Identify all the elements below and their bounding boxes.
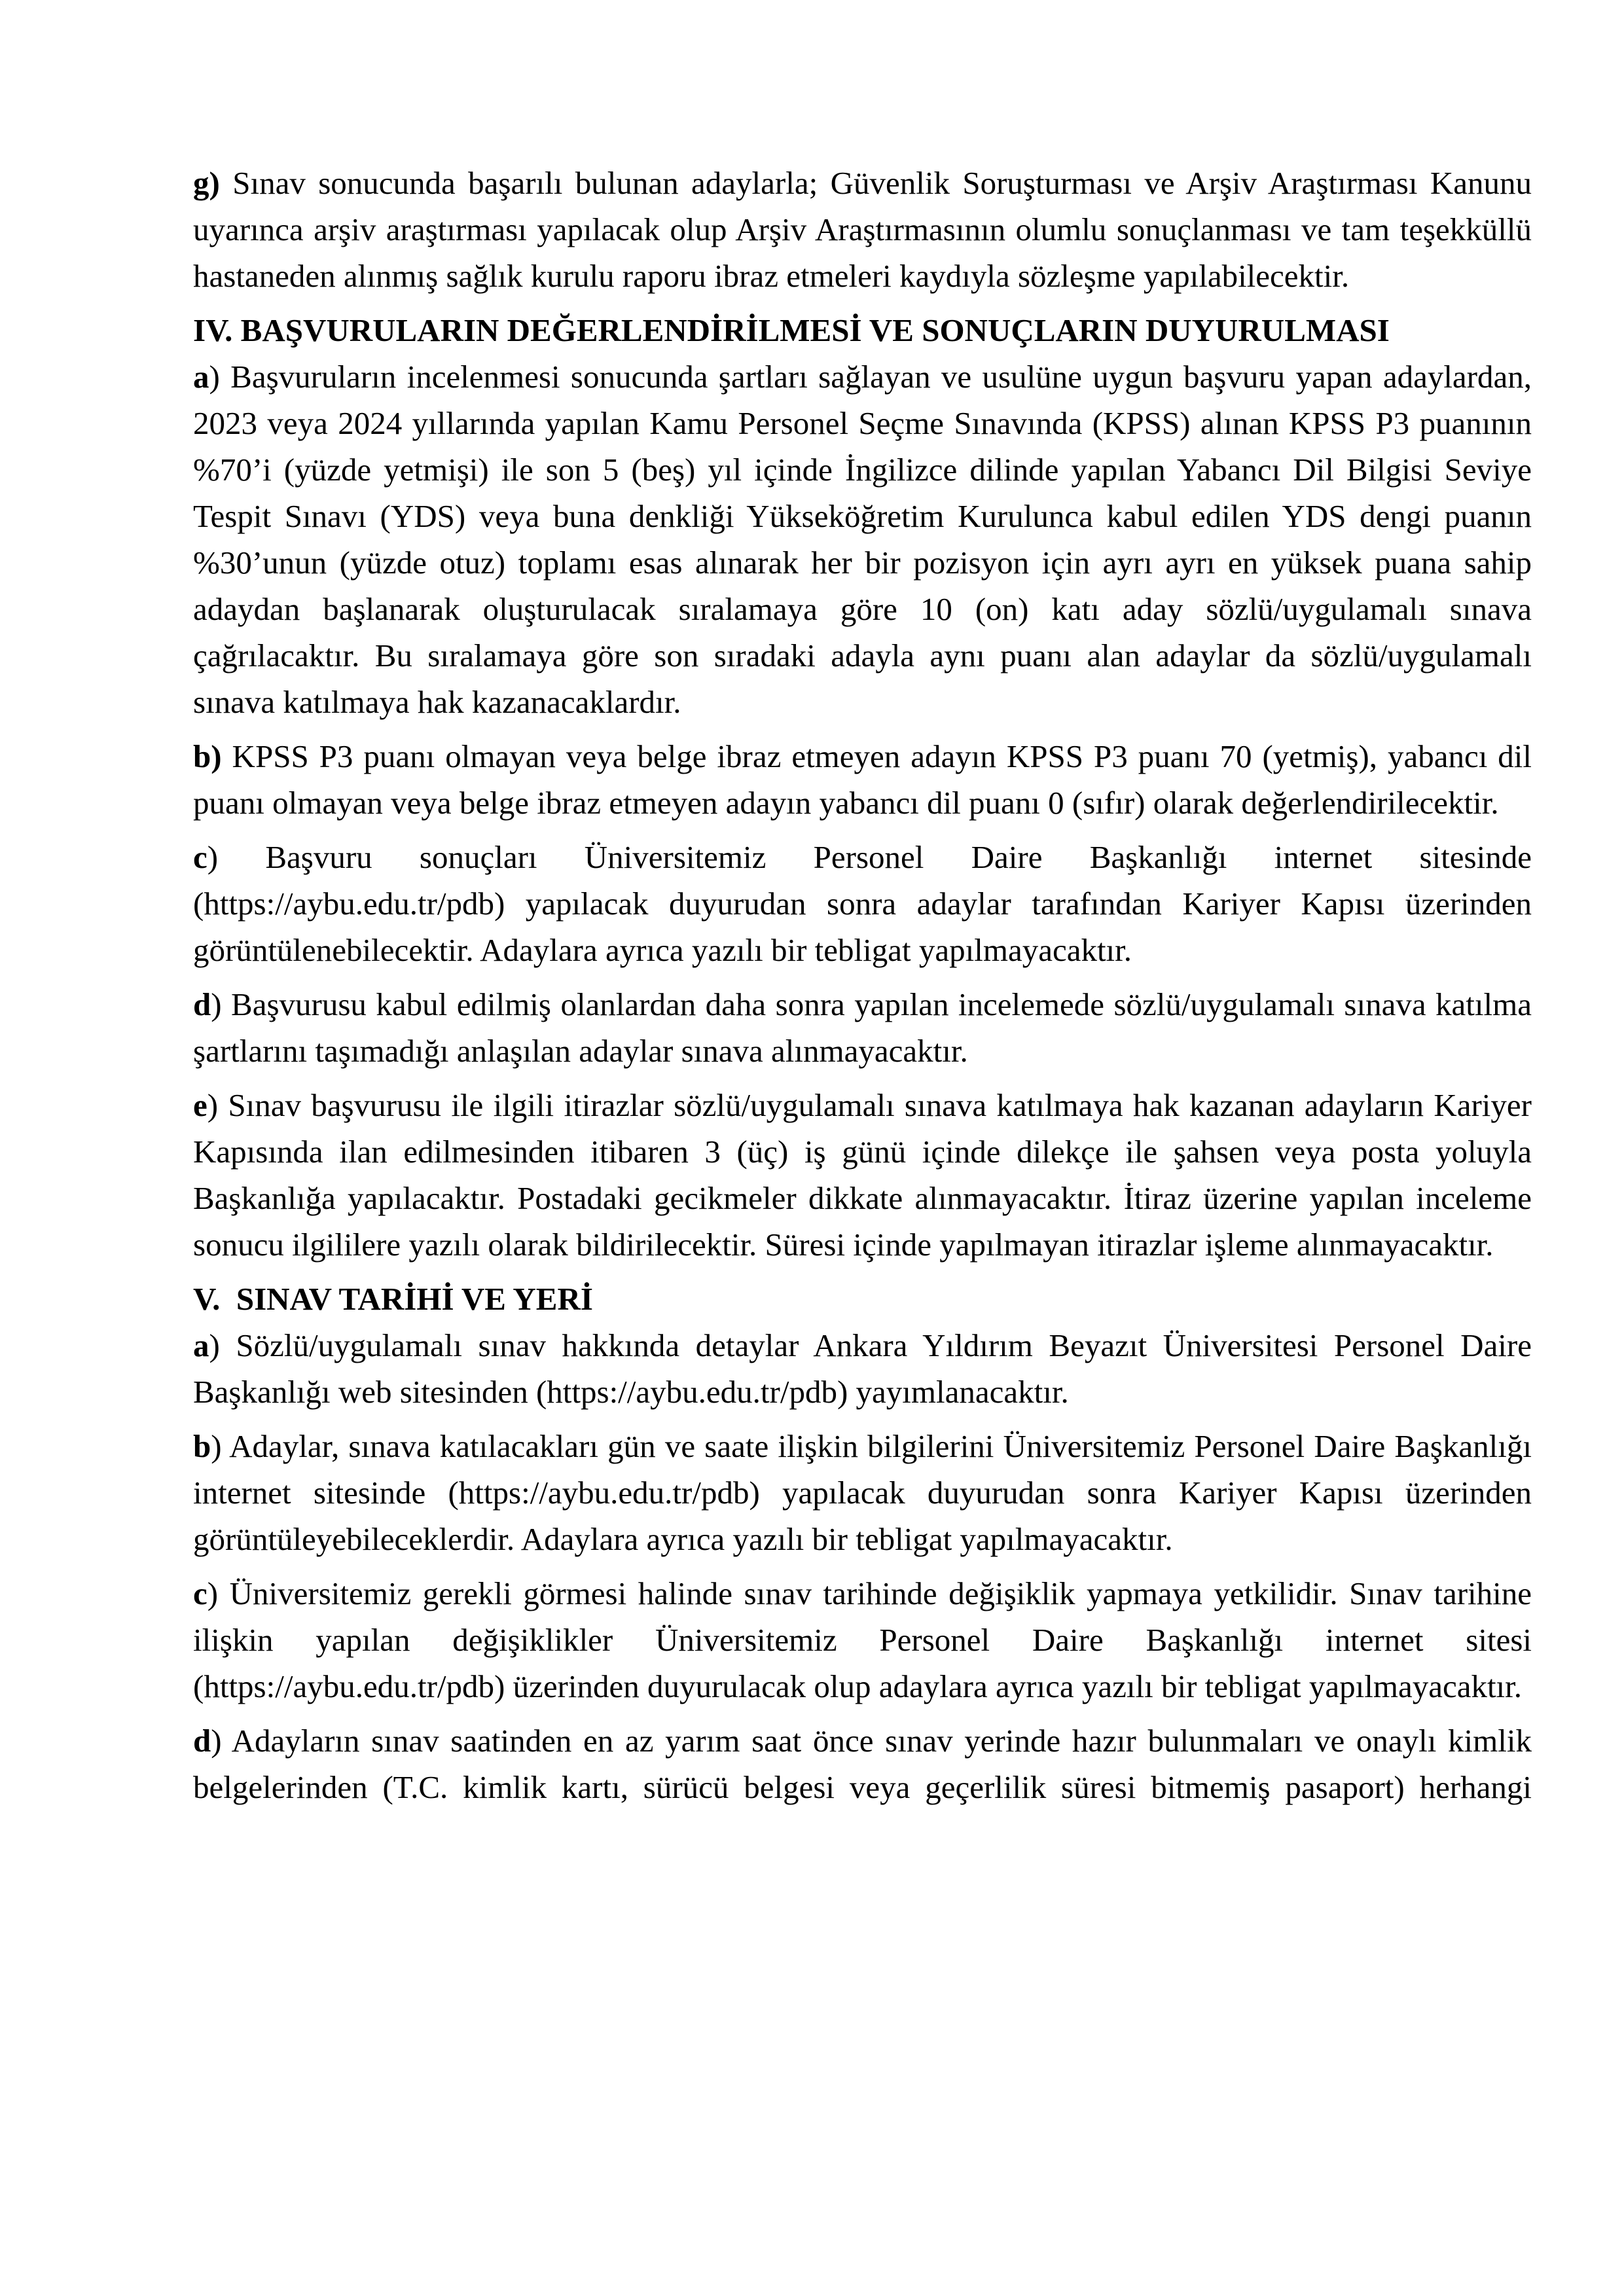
item-label: d bbox=[193, 1723, 211, 1759]
paragraph-text: Başvuru sonuçları Üniversitemiz Personel Daire Başkanlığı internet sitesinde (https://aybu.edu.tr/pdb) yapılacak duyurudan sonra adaylar tarafından Kariyer Kapısı üzerinden görüntülenebilecektir. Adaylara ayrıca yazılı bir tebligat yapılmayacaktır. bbox=[193, 839, 1532, 968]
section-heading-iv: IV. BAŞVURULARIN DEĞERLENDİRİLMESİ VE SONUÇLARIN DUYURULMASI bbox=[193, 312, 1390, 348]
document-page bbox=[193, 160, 1532, 1818]
item-label: c bbox=[193, 839, 208, 875]
paragraph-text: Başvuruların incelenmesi sonucunda şartları sağlayan ve usulüne uygun başvuru yapan adaylardan, 2023 veya 2024 yıllarında yapılan Kamu Personel Seçme Sınavında (KPSS) alınan KPSS P3 puanının %70’i (yüzde yetmişi) ile son 5 (beş) yıl içinde İngilizce dilinde yapılan Yabancı Dil Bilgisi Seviye Tespit Sınavı (YDS) veya buna denkliği Yükseköğretim Kurulunca kabul edilen YDS dengi puanın %30’unun (yüzde otuz) toplamı esas alınarak her bir pozisyon için ayrı ayrı en yüksek puana sahip adaydan başlanarak oluşturulacak sıralamaya göre 10 (on) katı aday sözlü/uygulamalı sınava çağrılacaktır. Bu sıralamaya göre son sıradaki adayla aynı puanı alan adaylar da sözlü/uygulamalı sınava katılmaya hak kazanacaklardır. bbox=[193, 359, 1532, 720]
paragraph-text: Başvurusu kabul edilmiş olanlardan daha sonra yapılan incelemede sözlü/uygulamalı sınava katılma şartlarını taşımadığı anlaşılan adaylar sınava alınmayacaktır. bbox=[193, 986, 1532, 1069]
section-iv-item-b bbox=[193, 733, 1532, 826]
section-iv-item-c bbox=[193, 834, 1532, 973]
item-label: b bbox=[193, 1428, 211, 1464]
item-label-paren: ) bbox=[211, 738, 222, 774]
item-label: d bbox=[193, 986, 211, 1022]
paragraph-g bbox=[193, 160, 1532, 299]
item-label-paren: ) bbox=[211, 986, 222, 1022]
paragraph-text: Üniversitemiz gerekli görmesi halinde sınav tarihinde değişiklik yapmaya yetkilidir. Sınav tarihine ilişkin yapılan değişiklikler Üniversitemiz Personel Daire Başkanlığı internet sitesi (https://aybu.edu.tr/pdb) üzerinden duyurulacak olup adaylara ayrıca yazılı bir tebligat yapılmayacaktır. bbox=[193, 1575, 1532, 1704]
paragraph-text: Sözlü/uygulamalı sınav hakkında detaylar Ankara Yıldırım Beyazıt Üniversitesi Personel Daire Başkanlığı web sitesinden (https://aybu.edu.tr/pdb) yayımlanacaktır. bbox=[193, 1327, 1532, 1410]
item-label: b bbox=[193, 738, 211, 774]
section-v-item-d bbox=[193, 1717, 1532, 1810]
item-label-paren: ) bbox=[211, 1428, 222, 1464]
item-label: a bbox=[193, 359, 209, 395]
item-label-paren: ) bbox=[207, 1575, 219, 1611]
paragraph-text: Sınav başvurusu ile ilgili itirazlar sözlü/uygulamalı sınava katılmaya hak kazanan adayların Kariyer Kapısında ilan edilmesinden itibaren 3 (üç) iş günü içinde dilekçe ile şahsen veya posta yoluyla Başkanlığa yapılacaktır. Postadaki gecikmeler dikkate alınmayacaktır. İtiraz üzerine yapılan inceleme sonucu ilgililere yazılı olarak bildirilecektir. Süresi içinde yapılmayan itirazlar işleme alınmayacaktır. bbox=[193, 1087, 1532, 1263]
paragraph-text: KPSS P3 puanı olmayan veya belge ibraz etmeyen adayın KPSS P3 puanı 70 (yetmiş), yabancı dil puanı olmayan veya belge ibraz etmeyen adayın yabancı dil puanı 0 (sıfır) olarak değerlendirilecektir. bbox=[193, 738, 1532, 821]
item-label: a bbox=[193, 1327, 209, 1363]
section-iv-item-d bbox=[193, 981, 1532, 1074]
item-label: g) bbox=[193, 165, 220, 201]
paragraph-text: Sınav sonucunda başarılı bulunan adaylarla; Güvenlik Soruşturması ve Arşiv Araştırması Kanunu uyarınca arşiv araştırması yapılacak olup Arşiv Araştırmasının olumlu sonuçlanması ve tam teşekküllü hastaneden alınmış sağlık kurulu raporu ibraz etmeleri kaydıyla sözleşme yapılabilecektir. bbox=[193, 165, 1532, 294]
section-v-item-a bbox=[193, 1322, 1532, 1415]
section-v-item-b bbox=[193, 1423, 1532, 1562]
item-label-paren: ) bbox=[209, 359, 220, 395]
item-label-paren: ) bbox=[207, 839, 219, 875]
item-label-paren: ) bbox=[207, 1087, 219, 1123]
section-heading-v: V. SINAV TARİHİ VE YERİ bbox=[193, 1281, 593, 1317]
paragraph-text: Adayların sınav saatinden en az yarım saat önce sınav yerinde hazır bulunmaları ve onaylı kimlik belgelerinden (T.C. kimlik kartı, sürücü belgesi veya geçerlilik süresi bitmemiş pasaport) herhangi bbox=[193, 1723, 1532, 1805]
item-label: e bbox=[193, 1087, 208, 1123]
item-label-paren: ) bbox=[209, 1327, 220, 1363]
paragraph-text: Adaylar, sınava katılacakları gün ve saate ilişkin bilgilerini Üniversitemiz Personel Daire Başkanlığı internet sitesinde (https://aybu.edu.tr/pdb) yapılacak duyurudan sonra Kariyer Kapısı üzerinden görüntüleyebileceklerdir. Adaylara ayrıca yazılı bir tebligat yapılmayacaktır. bbox=[193, 1428, 1532, 1557]
section-iv-item-e bbox=[193, 1082, 1532, 1268]
section-v-item-c bbox=[193, 1570, 1532, 1710]
section-iv-item-a bbox=[193, 353, 1532, 725]
item-label: c bbox=[193, 1575, 208, 1611]
item-label-paren: ) bbox=[211, 1723, 222, 1759]
